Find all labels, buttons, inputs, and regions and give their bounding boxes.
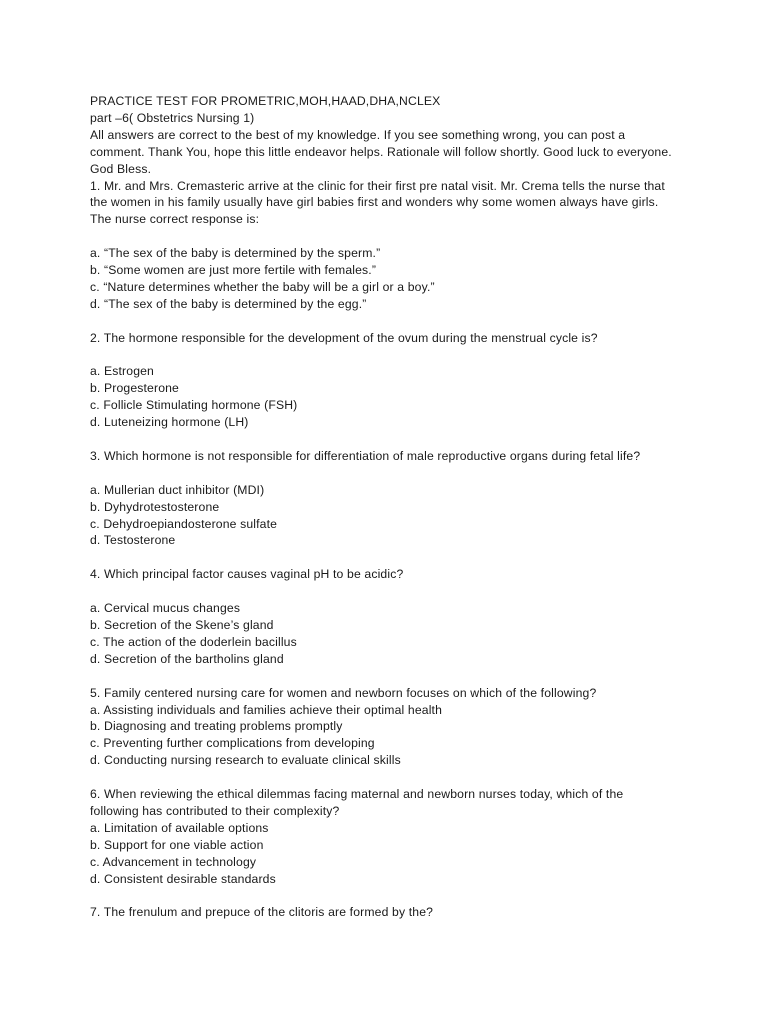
spacer (90, 313, 730, 330)
answer-option: b. Progesterone (90, 381, 179, 396)
spacer (90, 668, 730, 685)
answer-option: b. Diagnosing and treating problems promptly (90, 719, 343, 734)
spacer (90, 347, 730, 364)
spacer (90, 465, 730, 482)
answer-option: b. Support for one viable action (90, 837, 264, 852)
question-text: The nurse correct response is: (90, 212, 260, 227)
document-page (90, 93, 730, 921)
answer-option: a. “The sex of the baby is determined by the sperm.” (90, 246, 381, 261)
answer-option: b. “Some women are just more fertile with females.” (90, 263, 377, 278)
question-block (90, 448, 730, 549)
answer-option: d. Secretion of the bartholins gland (90, 651, 284, 666)
answer-option: d. “The sex of the baby is determined by the egg.” (90, 296, 367, 311)
answer-option: c. Follicle Stimulating hormone (FSH) (90, 398, 298, 413)
answer-option: d. Luteneizing hormone (LH) (90, 415, 249, 430)
question-text: 1. Mr. and Mrs. Cremasteric arrive at the clinic for their first pre natal visit. Mr. Crema tells the nurse that (90, 178, 665, 193)
document-header (90, 93, 730, 178)
question-text: 7. The frenulum and prepuce of the clitoris are formed by the? (90, 905, 434, 920)
document-subtitle: part –6( Obstetrics Nursing 1) (90, 110, 255, 125)
question-text: 5. Family centered nursing care for women and newborn focuses on which of the following? (90, 685, 597, 700)
question-block (90, 566, 730, 667)
intro-line: comment. Thank You, hope this little endeavor helps. Rationale will follow shortly. Good luck to everyone. (90, 144, 672, 159)
answer-option: d. Conducting nursing research to evaluate clinical skills (90, 753, 401, 768)
answer-option: a. Mullerian duct inhibitor (MDI) (90, 482, 265, 497)
intro-line: God Bless. (90, 161, 152, 176)
answer-option: d. Consistent desirable standards (90, 871, 276, 886)
answer-option: b. Secretion of the Skene’s gland (90, 617, 274, 632)
spacer (90, 431, 730, 448)
answer-option: a. Estrogen (90, 364, 154, 379)
question-text: 6. When reviewing the ethical dilemmas facing maternal and newborn nurses today, which of the (90, 787, 624, 802)
question-text: the women in his family usually have girl babies first and wonders why some women always have girls. (90, 195, 659, 210)
question-text: 3. Which hormone is not responsible for differentiation of male reproductive organs during fetal life? (90, 448, 641, 463)
spacer (90, 583, 730, 600)
question-block (90, 330, 730, 431)
question-text: 4. Which principal factor causes vaginal pH to be acidic? (90, 567, 404, 582)
answer-option: b. Dyhydrotestosterone (90, 499, 220, 514)
question-block (90, 178, 730, 313)
answer-option: c. The action of the doderlein bacillus (90, 634, 297, 649)
answer-option: c. “Nature determines whether the baby will be a girl or a boy.” (90, 279, 435, 294)
document-title: PRACTICE TEST FOR PROMETRIC,MOH,HAAD,DHA,NCLEX (90, 94, 441, 108)
question-text: 2. The hormone responsible for the development of the ovum during the menstrual cycle is? (90, 330, 598, 345)
answer-option: c. Preventing further complications from developing (90, 736, 375, 751)
question-block (90, 904, 730, 921)
spacer (90, 228, 730, 245)
answer-option: a. Cervical mucus changes (90, 601, 241, 616)
spacer (90, 769, 730, 786)
question-list (90, 178, 730, 922)
answer-option: a. Limitation of available options (90, 820, 269, 835)
question-text: following has contributed to their complexity? (90, 803, 340, 818)
answer-option: c. Dehydroepiandosterone sulfate (90, 516, 278, 531)
answer-option: a. Assisting individuals and families achieve their optimal health (90, 702, 443, 717)
spacer (90, 549, 730, 566)
intro-line: All answers are correct to the best of my knowledge. If you see something wrong, you can post a (90, 127, 626, 142)
question-block (90, 786, 730, 887)
answer-option: d. Testosterone (90, 533, 176, 548)
question-block (90, 685, 730, 770)
spacer (90, 887, 730, 904)
answer-option: c. Advancement in technology (90, 854, 257, 869)
